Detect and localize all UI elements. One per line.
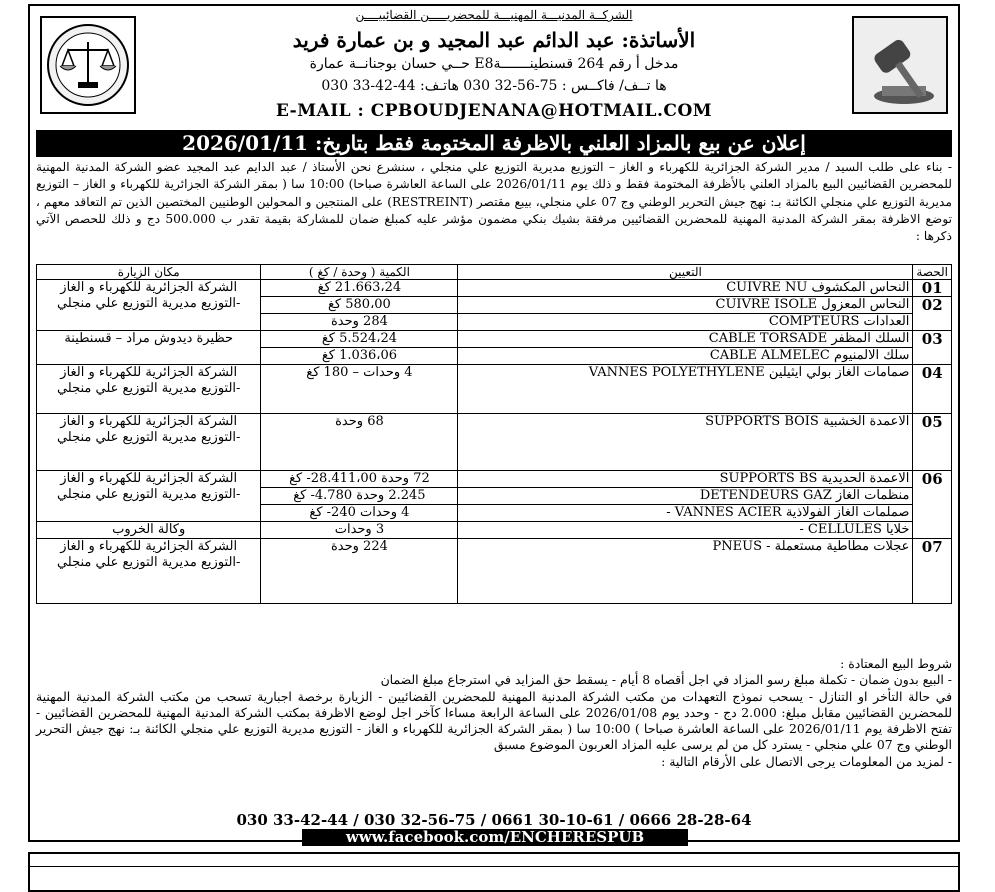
designation-header: التعيين (458, 265, 913, 280)
table-row (37, 414, 952, 471)
designation: خلايا CELLULES - (458, 522, 913, 539)
conditions-title: شروط البيع المعتادة : (840, 656, 952, 671)
quantity: 72 وحدة 28.411،00- كغ (261, 471, 458, 488)
quantity: 2.245 وحدة 4.780- كغ (261, 488, 458, 505)
quantity: 5.524،24 كغ (261, 331, 458, 348)
bailiff-names: الأساتذة: عبد الدائم عبد المجيد و بن عمارة فريد (292, 28, 696, 52)
table-row (37, 365, 952, 414)
quantity: 580،00 كغ (261, 297, 458, 314)
designation: منظمات الغاز DETENDEURS GAZ (458, 488, 913, 505)
quantity: 4 وحدات – 180 كغ (261, 365, 458, 414)
table-row (37, 522, 952, 539)
visit-location: الشركة الجزائرية للكهرباء و الغاز -التوزيع مديرية التوزيع علي منجلي (37, 365, 261, 414)
intro-paragraph: - بناء على طلب السيد / مدير الشركة الجزائرية للكهرباء و الغاز – التوزيع مديرية التوزيع علي منجلي ، سنشرع نحن الأستاذ / عبد الدايم عبد المجيد عضو الشركة المدنية المهنية للمحضرين القضائيين البيع بالمزاد العلني بالأظرفة المختومة فقط و ذلك يوم 2026/01/11 على الساعة العاشرة صباحا) 10:00 سا ( بمقر الشركة الجزائرية للكهرباء و الغاز – التوزيع مديرية التوزيع علي منجلي الكائنة بـ: نهج جيش التحرير الوطني وج 07 علي منجلي، بيبع مقتصر (RESTREINT) على المنتجين و المحولين الوطنيين المختصين الذين تم التعاقد معهم ، توضع الاظرفة بمقر الشركة المدنية المهنية للمحضرين القضائيين مرفقة بشيك بنكي مضمون مؤشر عليه كمبلغ ضمان للمشاركة بقيمة تقدر ب 500.000 دج و ذلك للحصص الآتي ذكرها : (36, 160, 953, 244)
designation: صمامات الغاز بولي ايثيلين VANNES POLYETHYLENE (458, 365, 913, 414)
designation: صملمات الغاز الفولاذية VANNES ACIER - (458, 505, 913, 522)
quantity: 4 وحدات 240- كغ (261, 505, 458, 522)
visit-location: وكالة الخروب (37, 522, 261, 539)
lot-number: 03 (913, 331, 952, 365)
address: مدخل أ رقم 264 قسنطينـــــــةE8 حــي حسان بوجنانــة عمارة (309, 56, 679, 72)
email: E-MAIL : CPBOUDJENANA@HOTMAIL.COM (275, 101, 713, 121)
lots-table (36, 264, 952, 604)
table-row (37, 331, 952, 348)
designation: سلك الالمنيوم CABLE ALMELEC (458, 348, 913, 365)
lot-number: 07 (913, 539, 952, 604)
quantity: 21.663،24 كغ (261, 280, 458, 297)
lot-number: 04 (913, 365, 952, 414)
phone-line: ها تــف/ فاكــس : 75-56-32 030 هاتـف: 44-42-33 030 (321, 78, 667, 94)
location-header: مكان الزيارة (37, 265, 261, 280)
lot-number: 01 (913, 280, 952, 297)
sale-conditions (36, 656, 952, 770)
designation: العدادات COMPTEURS (458, 314, 913, 331)
quantity-header: الكمية ( وحدة / كغ ) (261, 265, 458, 280)
contact-phones: 030 33-42-44 / 030 32-56-75 / 0661 30-10-61 / 0666 28-28-64 (236, 811, 752, 829)
conditions-line: - لمزيد من المعلومات يرجى الاتصال على الأرقام التالية : (661, 753, 952, 769)
visit-location: الشركة الجزائرية للكهرباء و الغاز -التوزيع مديرية التوزيع علي منجلي (37, 414, 261, 471)
next-advertisement-frame (28, 852, 960, 892)
quantity: 1.036،06 كغ (261, 348, 458, 365)
table-row (37, 539, 952, 604)
org-name: الشركــة المدنيـــة المهنيـــة للمحضريـــــن القضائييــــن (355, 8, 633, 22)
header (30, 6, 958, 128)
lot-number: 06 (913, 471, 952, 539)
quantity: 68 وحدة (261, 414, 458, 471)
lot-header: الحصة (913, 265, 952, 280)
designation: السلك المظفر CABLE TORSADE (458, 331, 913, 348)
auction-advertisement (28, 4, 960, 846)
visit-location: الشركة الجزائرية للكهرباء و الغاز -التوزيع مديرية التوزيع علي منجلي (37, 539, 261, 604)
quantity: 284 وحدة (261, 314, 458, 331)
quantity: 224 وحدة (261, 539, 458, 604)
designation: النحاس المعزول CUIVRE ISOLE (458, 297, 913, 314)
facebook-link[interactable]: www.facebook.com/ENCHERESPUB (302, 829, 688, 846)
visit-location: الشركة الجزائرية للكهرباء و الغاز -التوزيع مديرية التوزيع علي منجلي (37, 280, 261, 331)
visit-location: حظيرة ديدوش مراد – قسنطينة (37, 331, 261, 365)
designation: النحاس المكشوف CUIVRE NU (458, 280, 913, 297)
table-row (37, 280, 952, 297)
divider (30, 854, 958, 867)
conditions-line: - البيع بدون ضمان - تكملة مبلغ رسو المزاد في اجل أقصاه 8 أيام - يسقط حق المزايد في استرجاع مبلغ الضمان (380, 672, 952, 688)
lot-number: 02 (913, 297, 952, 331)
table-header-row (37, 265, 952, 280)
designation: الاعمدة الحديدية SUPPORTS BS (458, 471, 913, 488)
auction-banner: إعلان عن بيع بالمزاد العلني بالاظرفة المختومة فقط بتاريخ: 2026/01/11 (36, 130, 952, 157)
lot-number: 05 (913, 414, 952, 471)
designation: عجلات مطاطية مستعملة - PNEUS (458, 539, 913, 604)
conditions-line: في حالة التأخر او التنازل - يسحب نموذج التعهدات من مكتب الشركة المدنية المهنية للمحضرين القضائيين - الزيارة برخصة اجبارية تسحب من مكتب الشركة المدنية المهنية للمحضرين القضائيين مقابل مبلغ: 2.000 دج - وحدد يوم 2026/01/08 على الساعة الرابعة مساءا كآخر اجل لوضع الاظرفة بمكتب الشركة المدنية المهنية للمحضرين القضائيين - تفتح الاظرفة يوم 2026/01/11 على الساعة العاشرة صباحا ) 10:00 سا ( بمقر الشركة الجزائرية للكهرباء و الغاز - التوزيع مديرية التوزيع علي منجلي الكائنة بـ: نهج جيش التحرير الوطني وج 07 علي منجلي - يسترد كل من لم يرسى عليه المزاد العربون الموضوع مسبق (36, 688, 952, 753)
designation: الاعمدة الخشبية SUPPORTS BOIS (458, 414, 913, 471)
table-row (37, 471, 952, 488)
quantity: 3 وحدات (261, 522, 458, 539)
visit-location: الشركة الجزائرية للكهرباء و الغاز -التوزيع مديرية التوزيع علي منجلي (37, 471, 261, 522)
